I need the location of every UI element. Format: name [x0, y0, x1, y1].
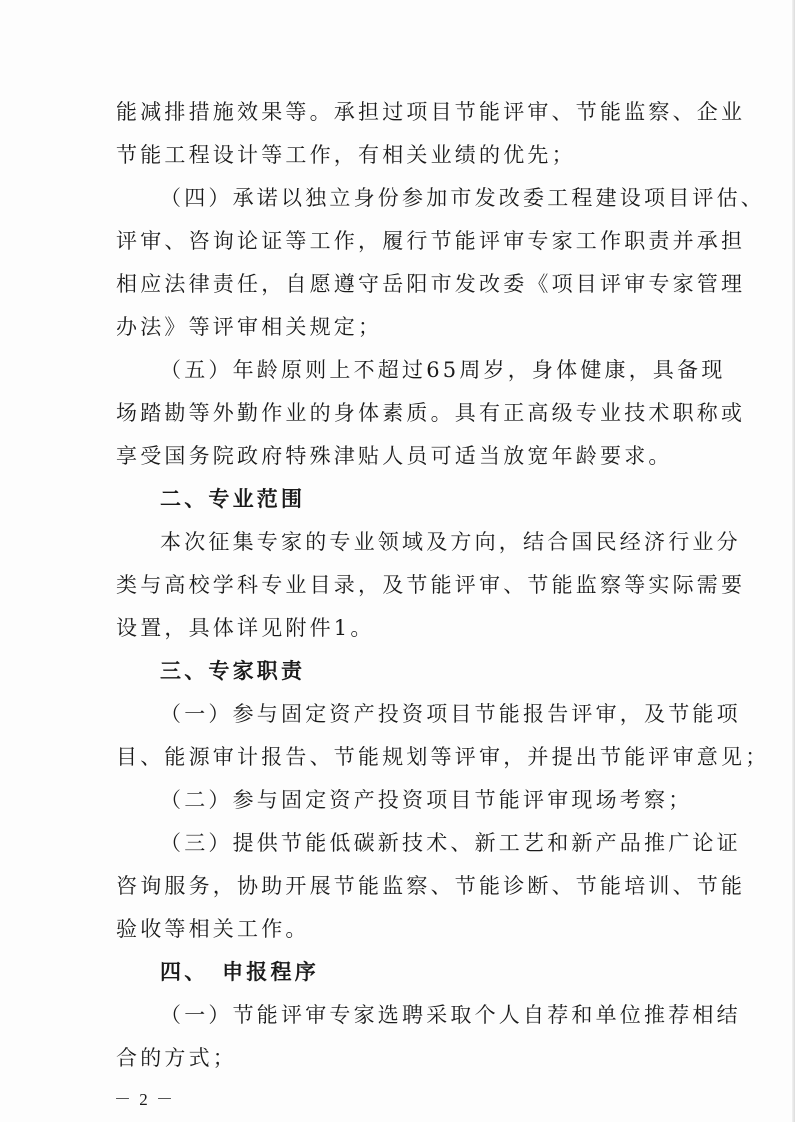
text-line: 验收等相关工作。: [116, 917, 310, 941]
text-line: （四）承诺以独立身份参加市发改委工程建设项目评估、: [160, 186, 765, 210]
text-line: 场踏勘等外勤作业的身体素质。具有正高级专业技术职称或: [116, 401, 746, 425]
text-line: 类与高校学科专业目录，及节能评审、节能监察等实际需要: [116, 573, 746, 597]
text-line: （三）提供节能低碳新技术、新工艺和新产品推广论证: [160, 831, 741, 855]
text-line: 合的方式；: [116, 1046, 237, 1070]
section-heading: 四、 申报程序: [160, 960, 319, 984]
section-heading: 二、专业范围: [160, 487, 306, 511]
text-line: 相应法律责任，自愿遵守岳阳市发改委《项目评审专家管理: [116, 272, 746, 296]
text-line: 节能工程设计等工作，有相关业绩的优先；: [116, 143, 576, 167]
section-heading: 三、专家职责: [160, 659, 306, 683]
text-line: 本次征集专家的专业领域及方向，结合国民经济行业分: [160, 530, 741, 554]
text-line: 设置，具体详见附件1。: [116, 616, 375, 640]
text-line: （一）节能评审专家选聘采取个人自荐和单位推荐相结: [160, 1003, 741, 1027]
text-line: 能减排措施效果等。承担过项目节能评审、节能监察、企业: [116, 100, 746, 124]
text-line: （一）参与固定资产投资项目节能报告评审，及节能项: [160, 702, 741, 726]
text-line: （五）年龄原则上不超过65周岁，身体健康，具备现: [160, 358, 726, 382]
text-line: 评审、咨询论证等工作，履行节能评审专家工作职责并承担: [116, 229, 746, 253]
text-line: 享受国务院政府特殊津贴人员可适当放宽年龄要求。: [116, 444, 673, 468]
text-line: 咨询服务，协助开展节能监察、节能诊断、节能培训、节能: [116, 874, 746, 898]
text-line: （二）参与固定资产投资项目节能评审现场考察；: [160, 788, 693, 812]
page-number: － 2 －: [114, 1090, 175, 1109]
text-line: 办法》等评审相关规定；: [116, 315, 383, 339]
text-line: 目、能源审计报告、节能规划等评审，并提出节能评审意见；: [116, 745, 770, 769]
